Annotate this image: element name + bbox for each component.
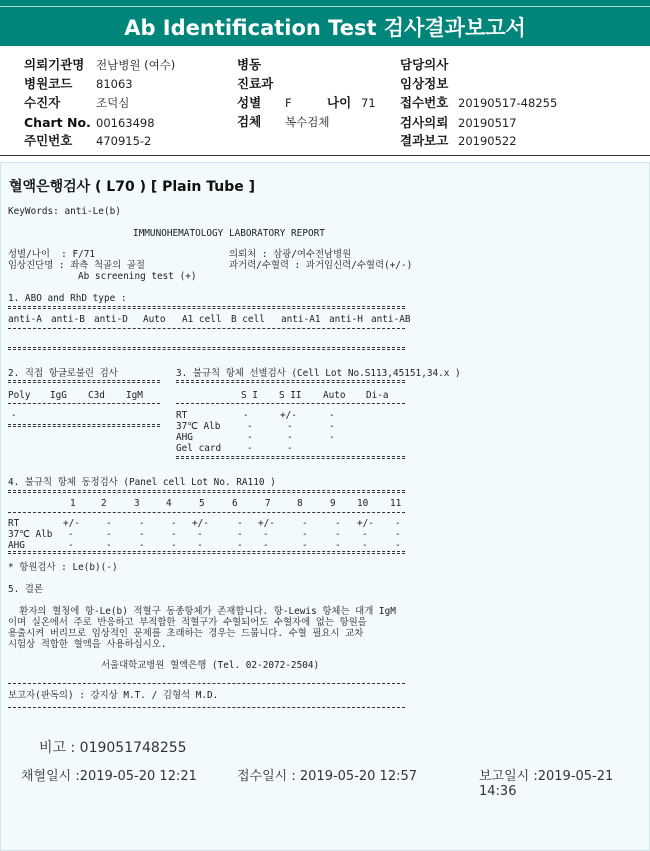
- collected-time: 채혈일시 :2019-05-20 12:21: [21, 769, 197, 784]
- panel-cell: -: [362, 529, 368, 540]
- panel-cell: +/-: [258, 518, 275, 529]
- panel-cell: -: [302, 518, 308, 529]
- screen-cell: -: [243, 410, 249, 421]
- screen-cell: -: [287, 432, 293, 443]
- screen-rule-top: [176, 380, 405, 383]
- screen-cell: -: [329, 421, 335, 432]
- hospital-label: 의뢰기관명: [24, 57, 85, 72]
- chart-value: 00163498: [96, 116, 155, 130]
- abo-col: Auto: [143, 314, 166, 325]
- panel-col: 11: [390, 498, 402, 509]
- screen-col: Auto: [323, 390, 346, 401]
- abo-col: anti-A: [8, 314, 42, 325]
- conclusion-line: 시험상 적합한 혈액을 사용하십시오.: [8, 639, 167, 650]
- antigen-line: * 항원검사 : Le(b)(-): [8, 562, 118, 573]
- screen-col: Di-a: [366, 390, 389, 401]
- dat-rule-mid: [8, 403, 160, 404]
- panel-cell: -: [263, 529, 269, 540]
- specimen-label: 검체: [237, 114, 262, 129]
- panel-cell: -: [139, 529, 145, 540]
- panel-cell: -: [197, 529, 203, 540]
- abo-col: B cell: [231, 314, 265, 325]
- patient-value: 조덕심: [96, 96, 130, 110]
- abo-col: anti-AB: [371, 314, 411, 325]
- note: 비고 : 019051748255: [39, 740, 187, 756]
- panel-cell: -: [302, 529, 308, 540]
- screening-line: Ab screening test (+): [78, 271, 197, 282]
- rep-label: 결과보고: [400, 133, 449, 148]
- clinical-label: 임상정보: [400, 76, 449, 91]
- reg-value: 20190517-48255: [458, 96, 558, 110]
- panel-cell: -: [395, 529, 401, 540]
- panel-cell: -: [197, 540, 203, 551]
- abo-col: A1 cell: [182, 314, 222, 325]
- screen-cell: +/-: [280, 410, 297, 421]
- patient-label: 수진자: [24, 95, 61, 110]
- reporter-rule-bottom: [8, 707, 405, 708]
- abo-rule-bottom: [8, 347, 405, 350]
- panel-cell: -: [68, 529, 74, 540]
- header-divider: [0, 155, 650, 156]
- panel-rule-bottom: [8, 551, 405, 554]
- chart-label: Chart No.: [24, 115, 91, 130]
- panel-cell: -: [362, 540, 368, 551]
- conclusion-title: 5. 결론: [8, 584, 44, 595]
- dat-col: IgG: [50, 390, 67, 401]
- abo-title: 1. ABO and RhD type :: [8, 293, 127, 304]
- rrn-label: 주민번호: [24, 133, 73, 148]
- screen-col: S I: [241, 390, 258, 401]
- lab-title: IMMUNOHEMATOLOGY LABORATORY REPORT: [133, 228, 325, 239]
- panel-cell: -: [335, 518, 341, 529]
- screen-row-name: 37℃ Alb: [176, 421, 221, 432]
- ward-label: 병동: [237, 57, 262, 72]
- panel-cell: -: [395, 518, 401, 529]
- panel-cell: -: [171, 518, 177, 529]
- panel-cell: +/-: [192, 518, 209, 529]
- age-value: 71: [361, 96, 376, 110]
- screen-cell: -: [247, 421, 253, 432]
- dat-rule-top: [8, 380, 160, 383]
- panel-cell: -: [171, 529, 177, 540]
- specimen-value: 복수검체: [285, 115, 330, 129]
- conclusion-line: 용출시켜 버리므로 임상적인 문제를 초래하는 경우는 드뭅니다. 수혈 필요시 교차: [8, 628, 364, 639]
- panel-cell: -: [139, 518, 145, 529]
- dat-col: C3d: [88, 390, 105, 401]
- panel-rule-mid: [8, 512, 405, 513]
- title-top-line: [0, 6, 650, 7]
- panel-cell: -: [335, 529, 341, 540]
- rrn-value: 470915-2: [96, 134, 152, 148]
- panel-row-name: RT: [8, 518, 20, 529]
- sexage-line: 성별/나이 : F/71: [8, 249, 96, 260]
- screen-cell: -: [247, 443, 253, 454]
- panel-col: 10: [357, 498, 369, 509]
- doctor-label: 담당의사: [400, 57, 449, 72]
- screen-row-name: Gel card: [176, 443, 222, 454]
- reporter-line: 보고자(판독의) : 강지상 M.T. / 김형석 M.D.: [8, 690, 219, 701]
- dept-label: 진료과: [237, 76, 274, 91]
- screen-rule-mid: [176, 403, 405, 404]
- conclusion-line: 환자의 혈청에 항-Le(b) 적혈구 동종항체가 존재합니다. 항-Lewis 항체는 대개 IgM: [8, 606, 396, 617]
- panel-col: 3: [134, 498, 140, 509]
- screen-cell: -: [329, 432, 335, 443]
- dat-title: 2. 직접 항글로불린 검사: [8, 368, 118, 379]
- abo-col: anti-D: [94, 314, 128, 325]
- panel-col: 8: [297, 498, 303, 509]
- sex-value: F: [285, 96, 292, 110]
- abo-col: anti-H: [329, 314, 363, 325]
- dat-value: -: [11, 410, 17, 421]
- reported-time: 보고일시 :2019-05-21 14:36: [479, 769, 614, 799]
- panel-cell: +/-: [357, 518, 374, 529]
- section-title: 혈액은행검사 ( L70 ) [ Plain Tube ]: [9, 179, 256, 195]
- panel-cell: -: [106, 540, 112, 551]
- dat-col: Poly: [8, 390, 31, 401]
- panel-col: 1: [70, 498, 76, 509]
- screen-row-name: AHG: [176, 432, 193, 443]
- dat-col: IgM: [126, 390, 143, 401]
- screen-cell: -: [247, 432, 253, 443]
- panel-cell: -: [171, 540, 177, 551]
- panel-col: 4: [166, 498, 172, 509]
- panel-cell: -: [237, 540, 243, 551]
- report-title: Ab Identification Test 검사결과보고서: [124, 16, 526, 40]
- panel-col: 5: [199, 498, 205, 509]
- abo-col: anti-B: [51, 314, 85, 325]
- panel-col: 2: [101, 498, 107, 509]
- code-label: 병원코드: [24, 76, 73, 91]
- panel-cell: -: [106, 529, 112, 540]
- screen-row-name: RT: [176, 410, 188, 421]
- panel-title: 4. 불규칙 항체 동정검사 (Panel cell Lot No. RA110 ): [8, 477, 276, 488]
- panel-row-name: 37℃ Alb: [8, 529, 53, 540]
- screen-title: 3. 불규칙 항체 선별검사 (Cell Lot No.S113,45151,34.x ): [176, 368, 461, 379]
- panel-cell: -: [302, 540, 308, 551]
- screen-cell: -: [329, 410, 335, 421]
- reg-label: 접수번호: [400, 95, 449, 110]
- panel-col: 6: [232, 498, 238, 509]
- rep-value: 20190522: [458, 134, 517, 148]
- panel-cell: -: [263, 540, 269, 551]
- lab-name: 서울대학교병원 혈액은행 (Tel. 02-2072-2504): [101, 660, 320, 671]
- hospital-value: 전남병원 (여수): [96, 58, 176, 72]
- panel-rule-top: [8, 490, 405, 493]
- req-label: 검사의뢰: [400, 115, 449, 130]
- keywords: KeyWords: anti-Le(b): [8, 206, 121, 217]
- conclusion-line: 이며 실온에서 주로 반응하고 부적합한 적혈구가 수혈되어도 수혈자에 없는 항원을: [8, 617, 367, 628]
- dat-rule-bottom: [8, 424, 160, 427]
- panel-cell: -: [395, 540, 401, 551]
- reporter-rule-top: [8, 683, 405, 684]
- screen-cell: -: [287, 443, 293, 454]
- panel-col: 9: [330, 498, 336, 509]
- panel-col: 7: [265, 498, 271, 509]
- panel-cell: -: [335, 540, 341, 551]
- abo-rule-mid: [8, 328, 405, 329]
- diagnosis-line: 임상진단명 : 좌측 척골의 골절: [8, 260, 145, 271]
- referrer-line: 의뢰처 : 삼광/여수전남병원: [229, 249, 352, 260]
- age-label: 나이: [327, 95, 352, 110]
- panel-cell: -: [106, 518, 112, 529]
- code-value: 81063: [96, 77, 133, 91]
- history-line: 과거력/수혈력 : 과거임신력/수혈력(+/-): [229, 260, 413, 271]
- screen-cell: -: [287, 421, 293, 432]
- panel-row-name: AHG: [8, 540, 25, 551]
- panel-cell: -: [237, 529, 243, 540]
- received-time: 접수일시 : 2019-05-20 12:57: [237, 769, 418, 784]
- screen-rule-bottom: [176, 456, 405, 459]
- panel-cell: +/-: [63, 518, 80, 529]
- abo-rule-top: [8, 306, 405, 309]
- screen-col: S II: [279, 390, 302, 401]
- panel-cell: -: [237, 518, 243, 529]
- panel-cell: -: [139, 540, 145, 551]
- report-title-bar: [0, 0, 650, 46]
- sex-label: 성별: [237, 95, 262, 110]
- panel-cell: -: [68, 540, 74, 551]
- req-value: 20190517: [458, 116, 517, 130]
- abo-col: anti-A1: [281, 314, 321, 325]
